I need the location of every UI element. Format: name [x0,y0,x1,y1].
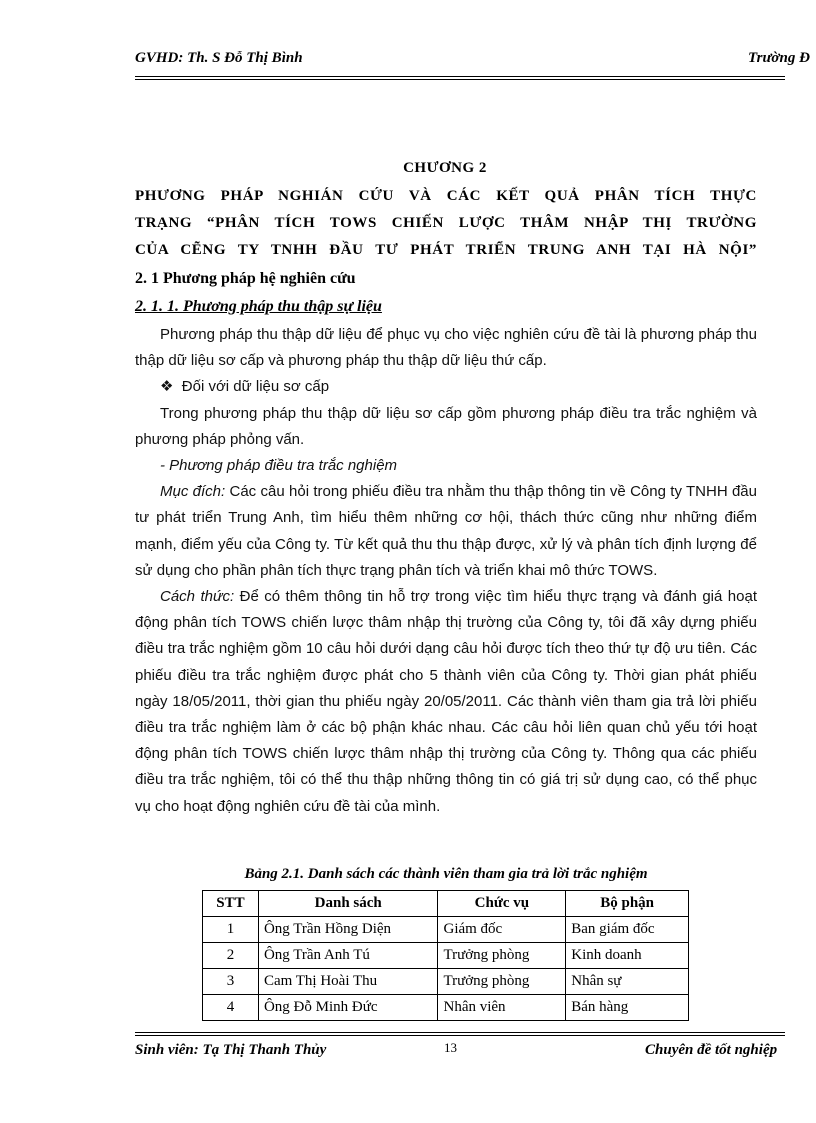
table-row [203,917,689,943]
purpose-label: Mục đích: [160,483,226,501]
cell-department: Bán hàng [566,995,689,1021]
cell-position: Trưởng phòng [438,943,566,969]
body-text [135,322,757,820]
footer-rule-2 [135,1035,785,1036]
cell-name: Cam Thị Hoài Thu [258,969,438,995]
chapter-number: CHƯƠNG 2 [403,160,487,176]
cell-name: Ông Trần Hồng Diện [258,917,438,943]
cell-name: Ông Đỗ Minh Đức [258,995,438,1021]
table-header-row [203,891,689,917]
chapter-title-line-2: TRẠNG “PHÂN TÍCH TOWS CHIẾN LƯỢC THÂM NHẬP THỊ TRƯỜNG [135,215,757,231]
purpose-text: Các câu hỏi trong phiếu điều tra nhằm thu thập thông tin về Công ty TNHH đầu tư phát triển Trung Anh, tìm hiểu thêm những cơ hội, thách thức cũng như những điểm mạnh, điểm yếu của Công ty. Từ kết quả thu thu thập được, xử lý và phân tích định lượng để sử dụng cho phần phân tích thực trạng phân tích và triển khai mô thức TOWS. [135,483,757,579]
cell-position: Nhân viên [438,995,566,1021]
cell-position: Trưởng phòng [438,969,566,995]
col-header-name: Danh sách [258,891,438,917]
cell-stt: 1 [203,917,259,943]
col-header-position: Chức vụ [438,891,566,917]
subsection-heading: 2. 1. 1. Phương pháp thu thập sự liệu [135,298,382,315]
col-header-stt: STT [203,891,259,917]
footer-student: Sinh viên: Tạ Thị Thanh Thủy [135,1042,327,1058]
bullet-text: Đối với dữ liệu sơ cấp [181,378,330,396]
table-row [203,995,689,1021]
paragraph-purpose [135,479,757,584]
footer-rule [135,1032,785,1033]
paragraph-method [135,584,757,820]
method-text: Để có thêm thông tin hỗ trợ trong việc tìm hiểu thực trạng và đánh giá hoạt động phân tích TOWS chiến lược thâm nhập thị trường của Công ty, tôi đã xây dựng phiếu điều tra trắc nghiệm gồm 10 câu hỏi dưới dạng câu hỏi được tích theo thứ tự độ ưu tiên. Các phiếu điều tra trắc nghiệm được phát cho 5 thành viên của Công ty. Thời gian phát phiếu ngày 18/05/2011, thời gian thu phiếu ngày 20/05/2011. Các thành viên tham gia trả lời phiếu điều tra trắc nghiệm làm ở các bộ phận khác nhau. Các câu hỏi liên quan chủ yếu tới hoạt động phân tích TOWS chiến lược thâm nhập thị trường của Công ty. Thông qua các phiếu điều tra trắc nghiệm, tôi có thể thu thập những thông tin có giá trị sử dụng cao, có thể phục vụ cho hoạt động nghiên cứu đề tài của mình. [135,588,757,815]
method-heading: - Phương pháp điều tra trắc nghiệm [160,457,398,475]
table-caption: Bảng 2.1. Danh sách các thành viên tham gia trả lời trắc nghiệm [244,866,648,882]
header-advisor: GVHD: Th. S Đỗ Thị Bình [135,50,303,66]
page-number: 13 [444,1040,457,1055]
cell-stt: 4 [203,995,259,1021]
members-table [202,890,689,1021]
cell-position: Giám đốc [438,917,566,943]
cell-stt: 3 [203,969,259,995]
paragraph-primary-data: Trong phương pháp thu thập dữ liệu sơ cấp gồm phương pháp điều tra trắc nghiệm và phương pháp phỏng vấn. [135,404,757,448]
cell-department: Kinh doanh [566,943,689,969]
bullet-item [135,374,757,400]
header-school: Trường Đ [748,50,810,66]
header-rule [135,76,785,77]
table-row [203,943,689,969]
paragraph-intro: Phương pháp thu thập dữ liệu để phục vụ cho việc nghiên cứu đề tài là phương pháp thu thập dữ liệu sơ cấp và phương pháp thu thập dữ liệu thứ cấp. [135,326,757,370]
section-heading: 2. 1 Phương pháp hệ nghiên cứu [135,270,356,287]
cell-department: Nhân sự [566,969,689,995]
method-label: Cách thức: [160,588,235,606]
table-row [203,969,689,995]
cell-name: Ông Trần Anh Tú [258,943,438,969]
chapter-title-line-1: PHƯƠNG PHÁP NGHIÁN CỨU VÀ CÁC KẾT QUẢ PHÂN TÍCH THỰC [135,188,757,204]
header-rule-2 [135,79,785,80]
cell-stt: 2 [203,943,259,969]
footer-thesis-type: Chuyên đề tốt nghiệp [645,1042,778,1058]
cell-department: Ban giám đốc [566,917,689,943]
diamond-bullet-icon: ❖ [160,378,174,396]
col-header-department: Bộ phận [566,891,689,917]
chapter-title-line-3: CỦA CẼNG TY TNHH ĐẦU TƯ PHÁT TRIỂN TRUNG ANH TẠI HÀ NỘI” [135,242,757,258]
